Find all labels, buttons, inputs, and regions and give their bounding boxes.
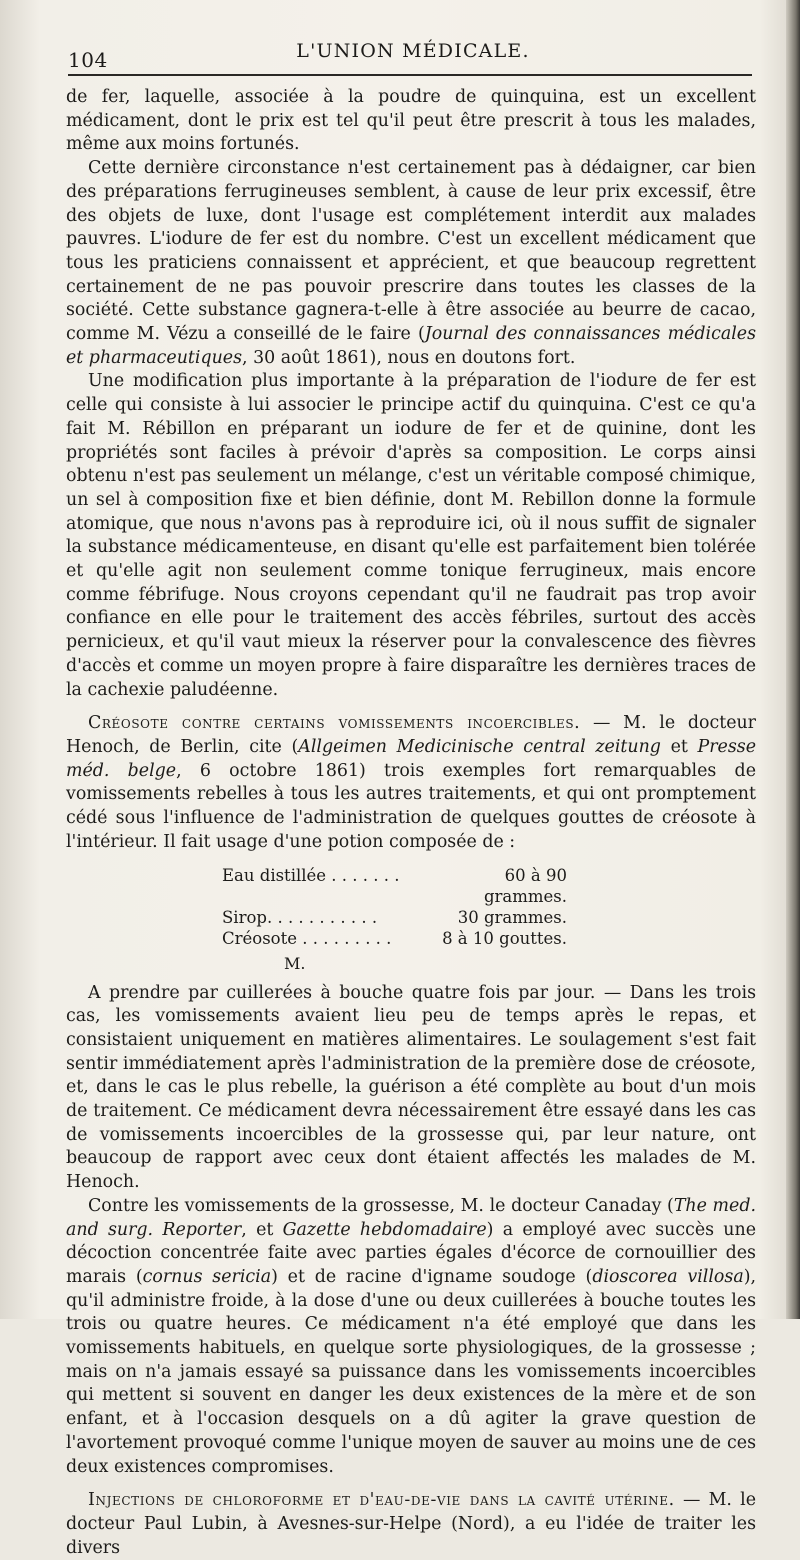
- book-spine-shadow: [786, 0, 800, 1319]
- spacer: [66, 702, 756, 712]
- paragraph: A prendre par cuillerées à bouche quatre fois par jour. — Dans les trois cas, les vomissements avaient lieu peu de temps après le repas, et consistaient uniquement en matières alimentaires. Le soulagement s'est fait sentir immédiatement après l'administration de la première dose de créosote, et, dans le cas le plus rebelle, la guérison a été complète au bout d'un mois de traitement. Ce médicament devra nécessairement être essayé dans les cas de vomissements incoercibles de la grossesse qui, par leur nature, ont beaucoup de rapport avec ceux dont étaient affectés les malades de M. Henoch.: [66, 982, 756, 1193]
- section-injections: [66, 1489, 756, 1560]
- ingredient-name: Sirop. . . . . . . . . . .: [222, 907, 378, 927]
- paragraph: [66, 1195, 756, 1479]
- page-body: [66, 86, 756, 1560]
- text-run: ), qu'il administre froide, à la dose d'une ou deux cuillerées à bouche toutes les trois ou quatre heures. Ce médicament n'a été employé que dans les vomissements habituels, en quelque sorte physiologiques, de la grossesse ; mais on n'a jamais essayé sa puissance dans les vomissements incoercibles qui mettent si souvent en danger les deux existences de la mère et de son enfant, et à l'occasion desquels on a dû agiter la grave question de l'avortement provoqué comme l'unique moyen de sauver au moins une de ces deux existences compromises.: [66, 1266, 757, 1477]
- page-header: [68, 36, 758, 76]
- text-run: — M. le docteur Henoch, de Berlin, cite (: [66, 713, 756, 757]
- ingredient-dose: 60 à 90 grammes.: [483, 865, 567, 906]
- text-run: , 6 octobre 1861) trois exemples fort remarquables de vomissements rebelles à tous les autres traitements, et qui ont promptement cédé sous l'influence de l'administration de quelques gouttes de créosote à l'intérieur. Il fait usage d'une potion composée de :: [66, 760, 756, 852]
- ingredient-dose: 30 grammes.: [457, 907, 567, 927]
- latin-name: cornus sericia: [142, 1266, 272, 1287]
- paragraph: de fer, laquelle, associée à la poudre de quinquina, est un excellent médicament, dont le prix est tel qu'il peut être prescrit à tous les malades, même aux moins fortunés.: [66, 87, 756, 155]
- citation: Journal des connaissances médicales et pharmaceutiques: [66, 324, 756, 368]
- ingredient-dose: 8 à 10 gouttes.: [442, 928, 567, 948]
- formula-row: [222, 907, 756, 928]
- section-heading: Créosote contre certains vomissements incoercibles.: [88, 713, 581, 734]
- citation: The med. and surg. Reporter: [66, 1195, 756, 1240]
- text-run: — M. le docteur Paul Lubin, à Avesnes-sur-Helpe (Nord), a eu l'idée de traiter les divers: [66, 1490, 757, 1558]
- ingredient-name: Eau distillée . . . . . . .: [222, 865, 400, 885]
- formula-row: [222, 865, 756, 907]
- citation: Presse méd. belge: [66, 736, 756, 781]
- paragraph: Une modification plus importante à la préparation de l'iodure de fer est celle qui consiste à lui associer le principe actif du quinquina. C'est ce qu'a fait M. Rébillon en préparant un iodure de fer et de quinine, dont les propriétés sont faciles à prévoir d'après sa composition. Le corps ainsi obtenu n'est pas seulement un mélange, c'est un véritable composé chimique, un sel à composition fixe et bien définie, dont M. Rebillon donne la formule atomique, que nous n'avons pas à reproduire ici, où il nous suffit de signaler la substance médicamenteuse, en disant qu'elle est parfaitement bien tolérée et qu'elle agit non seulement comme tonique ferrugineux, mais encore comme fébrifuge. Nous croyons cependant qu'il ne faudrait pas trop avoir confiance en elle pour le traitement des accès fébriles, surtout des accès pernicieux, et qu'il vaut mieux la réserver pour la convalescence des fièvres d'accès et comme un moyen propre à faire disparaître les dernières traces de la cachexie paludéenne.: [66, 371, 756, 700]
- section-heading: Injections de chloroforme et d'eau-de-vie dans la cavité utérine.: [88, 1490, 675, 1511]
- text-run: , 30 août 1861), nous en doutons fort.: [242, 347, 576, 368]
- citation: Gazette hebdomadaire: [282, 1219, 487, 1240]
- section-creosote: [66, 712, 756, 854]
- text-run: Cette dernière circonstance n'est certainement pas à dédaigner, car bien des préparations ferrugineuses semblent, à cause de leur prix excessif, être des objets de luxe, dont l'usage est complétement interdit aux malades pauvres. L'iodure de fer est du nombre. C'est un excellent médicament que tous les praticiens connaissent et apprécient, et que beaucoup regrettent certainement de ne pas pouvoir prescrire dans toutes les classes de la société. Cette substance gagnera-t-elle à être associée au beurre de cacao, comme M. Vézu a conseillé de le faire (: [66, 158, 756, 345]
- running-title: L'UNION MÉDICALE.: [296, 40, 530, 62]
- formula-row: [222, 928, 756, 949]
- spacer: [66, 1479, 756, 1489]
- prescription-formula: [222, 865, 756, 949]
- ingredient-name: Créosote . . . . . . . . .: [222, 928, 392, 948]
- text-run: ) a employé avec succès une décoction concentrée faite avec parties égales d'écorce de cornouillier des marais (: [66, 1219, 756, 1287]
- text-run: ) et de racine d'igname soudoge (: [271, 1266, 593, 1287]
- citation: Allgeimen Medicinische central zeitung: [298, 736, 661, 757]
- formula-sign: M.: [284, 953, 306, 973]
- text-run: Contre les vomissements de la grossesse, M. le docteur Canaday (: [88, 1195, 674, 1216]
- page-number: 104: [68, 48, 108, 72]
- header-rule: [68, 74, 752, 76]
- latin-name: dioscorea villosa: [592, 1266, 744, 1287]
- text-run: et: [660, 736, 698, 757]
- text-run: , et: [241, 1219, 283, 1240]
- paragraph: [66, 157, 756, 370]
